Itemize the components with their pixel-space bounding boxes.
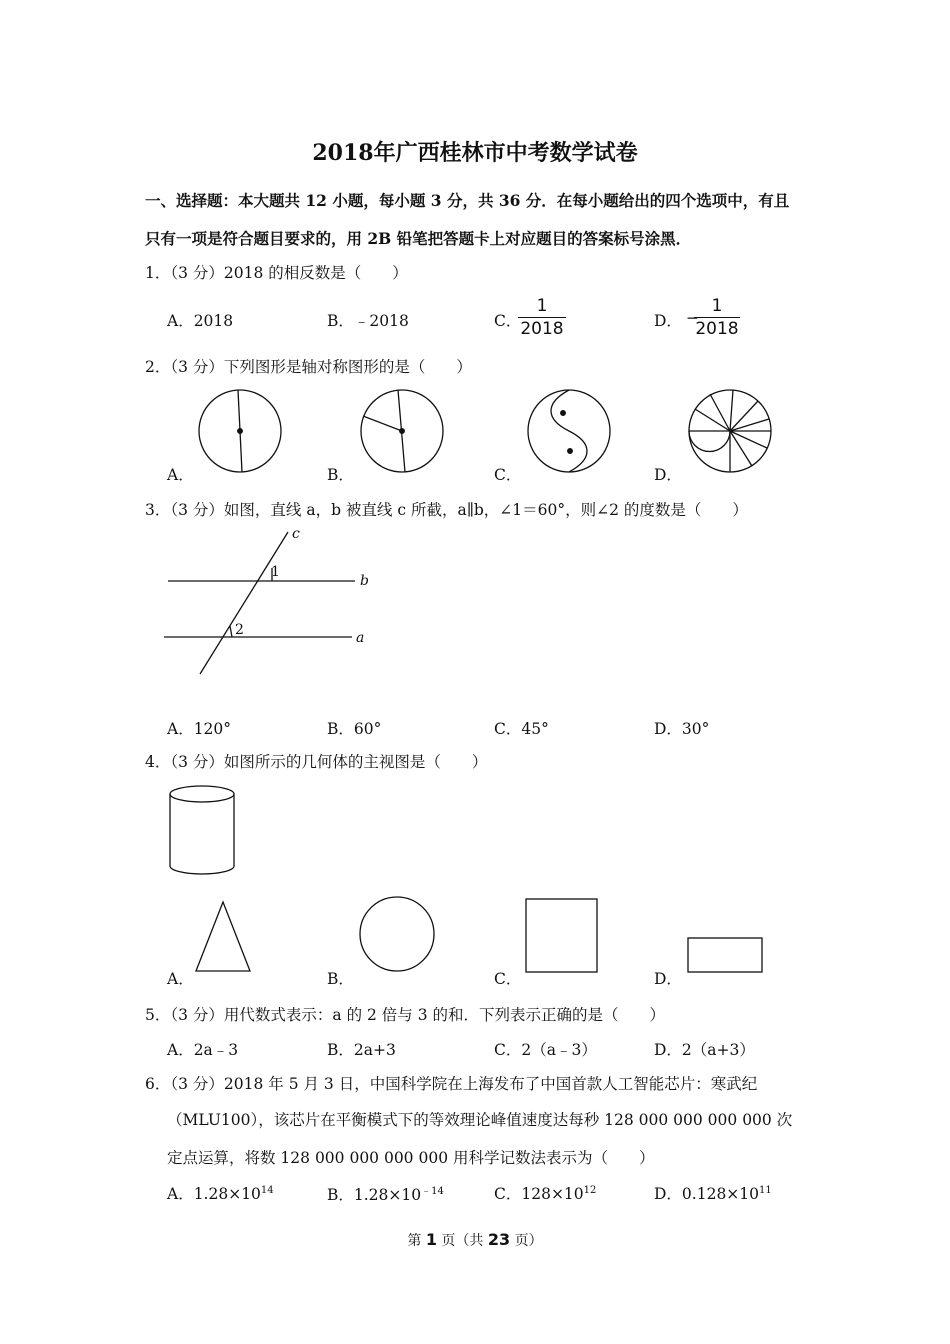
q6-d-base: D．0.128×10	[654, 1185, 760, 1203]
q4-option-figures	[0, 892, 950, 982]
question-1-stem: 1．（3 分）2018 的相反数是（ ）	[145, 264, 408, 282]
q4-cylinder-figure	[160, 780, 250, 880]
q6-option-b	[327, 1182, 444, 1205]
section-instructions-line1: 一、选择题：本大题共 12 小题，每小题 3 分，共 36 分．在每小题给出的四个选项中，有且	[145, 191, 790, 210]
q5-option-b: B．2a+3	[327, 1041, 396, 1059]
q6-a-exponent: 14	[260, 1184, 274, 1196]
q3-label-a: a	[356, 630, 365, 646]
question-4-stem: 4．（3 分）如图所示的几何体的主视图是（ ）	[145, 753, 488, 771]
q4-figure-b-circle	[360, 897, 434, 971]
q3-option-c: C．45°	[494, 720, 549, 738]
q6-b-exponent: ﹣14	[421, 1186, 444, 1197]
q1-d-denominator: 2018	[695, 319, 739, 339]
q6-a-base: A．1.28×10	[167, 1185, 261, 1203]
q1-c-numerator: 1	[536, 296, 548, 316]
question-2-stem: 2．（3 分）下列图形是轴对称图形的是（ ）	[145, 358, 472, 376]
q2-option-d: D．	[654, 466, 682, 484]
q1-d-numerator: 1	[711, 296, 723, 316]
q1-option-b: B．﹣2018	[327, 312, 409, 330]
footer-mid: 页（共	[436, 1233, 488, 1249]
q6-c-exponent: 12	[583, 1184, 597, 1196]
q3-stem-rest: a，b 被直线 c 所截，a∥b，∠1＝60°，则∠2 的度数是（ ）	[306, 501, 748, 519]
q1-d-sign: −	[686, 309, 699, 327]
q1-c-denominator: 2018	[520, 319, 564, 339]
question-3-stem	[145, 498, 748, 520]
q4-option-d: D．	[654, 970, 682, 988]
page-footer	[0, 1230, 950, 1250]
q1-option-d-fraction	[694, 296, 740, 339]
q5-option-a: A．2a﹣3	[167, 1041, 239, 1059]
q2-figure-d	[689, 390, 771, 472]
q3-parallel-lines-figure	[160, 522, 400, 682]
footer-post: 页）	[510, 1233, 543, 1249]
question-6-line3: 定点运算，将数 128 000 000 000 000 用科学记数法表示为（ ）	[167, 1149, 655, 1167]
q3-label-c: c	[292, 526, 300, 542]
q6-option-a	[167, 1182, 274, 1204]
q4-figure-d-rectangle	[688, 938, 762, 972]
q3-option-a: A．120°	[167, 720, 232, 738]
q1-option-d-label: D．	[654, 312, 682, 330]
q5-option-c: C．2（a﹣3）	[494, 1041, 597, 1059]
q2-option-c: C．	[494, 466, 522, 484]
q2-figure-b	[361, 390, 443, 472]
q1-option-c-fraction	[518, 296, 566, 339]
page-title: 2018年广西桂林市中考数学试卷	[312, 140, 638, 166]
q2-figure-a	[199, 390, 281, 472]
q3-option-d: D．30°	[654, 720, 710, 738]
section-instructions-line2: 只有一项是符合题目要求的，用 2B 铅笔把答题卡上对应题目的答案标号涂黑．	[145, 229, 692, 248]
q6-c-base: C．128×10	[494, 1185, 584, 1203]
q5-option-d: D．2（a+3）	[654, 1041, 755, 1059]
q3-label-angle-1: 1	[271, 564, 280, 580]
q2-figure-c	[528, 390, 610, 472]
q4-figure-c-square	[526, 899, 597, 972]
q6-d-exponent: 11	[759, 1184, 772, 1196]
q2-figures	[0, 385, 950, 485]
q3-option-b: B．60°	[327, 720, 382, 738]
q1-option-a: A．2018	[167, 312, 234, 330]
q4-figure-a-triangle	[196, 902, 250, 971]
footer-pre: 第	[407, 1233, 426, 1249]
q4-option-c: C．	[494, 970, 522, 988]
q3-stem-prefix: 3．（3 分）如图，直线	[145, 501, 307, 519]
q2-option-a: A．	[167, 466, 194, 484]
q4-option-a: A．	[167, 970, 194, 988]
q6-option-d	[654, 1182, 772, 1204]
q1-option-c-label: C．	[494, 312, 522, 330]
q2-option-b: B．	[327, 466, 354, 484]
q6-b-base: B．1.28×10	[327, 1186, 422, 1205]
footer-page-number: 1	[425, 1230, 437, 1249]
q4-option-b: B．	[327, 970, 354, 988]
question-5-stem: 5．（3 分）用代数式表示：a 的 2 倍与 3 的和．下列表示正确的是（ ）	[145, 1006, 666, 1024]
question-6-line1: 6．（3 分）2018 年 5 月 3 日，中国科学院在上海发布了中国首款人工智能芯片：寒武纪	[145, 1075, 758, 1093]
q3-label-angle-2: 2	[235, 622, 244, 638]
footer-total-pages: 23	[487, 1230, 511, 1249]
q3-label-b: b	[360, 573, 369, 589]
question-6-line2: （MLU100），该芯片在平衡模式下的等效理论峰值速度达每秒 128 000 000 000 000 次	[167, 1111, 793, 1129]
q6-option-c	[494, 1182, 596, 1204]
